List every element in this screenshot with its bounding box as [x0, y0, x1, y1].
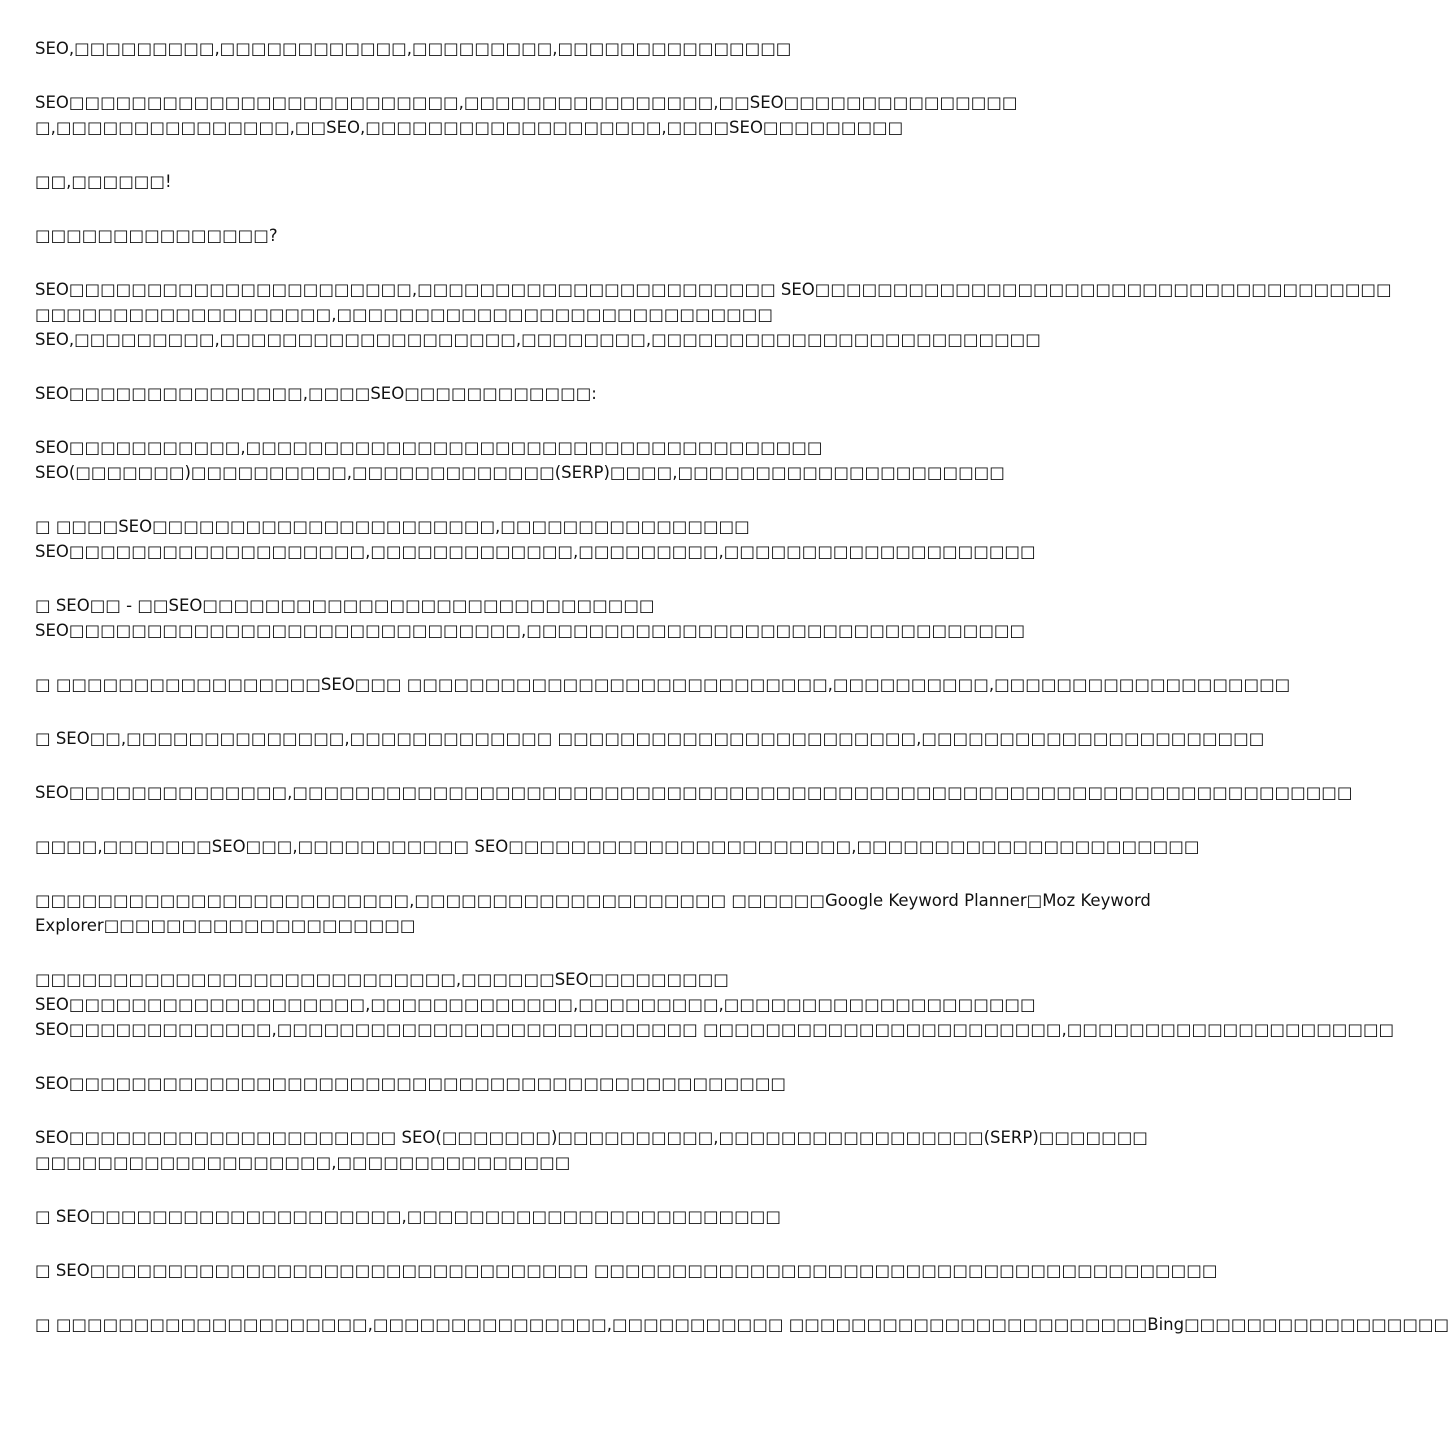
text-line: SEO(□□□□□□□)□□□□□□□□□□,□□□□□□□□□□□□□(SERP)□□□□,□□□□□□□□□□□□□□□□□□□□□ [35, 463, 1005, 482]
text-line: □□□□□□□□□□□□□□□? [35, 226, 278, 245]
text-line: □ □□□□□□□□□□□□□□□□□SEO□□□ □□□□□□□□□□□□□□□□□□□□□□□□□□□,□□□□□□□□□□,□□□□□□□□□□□□□□□□□□□ [35, 675, 1291, 694]
paragraph [35, 1125, 1148, 1175]
text-line: □ SEO□□ - □□SEO□□□□□□□□□□□□□□□□□□□□□□□□□□□□□ [35, 596, 655, 615]
text-line: SEO□□□□□□□□□□□□□□□□□□□□□□□□□□□□□,□□□□□□□□□□□□□□□□□□□□□□□□□□□□□□□□ [35, 621, 1026, 640]
text-line: □□□□□□□□□□□□□□□□□□□,□□□□□□□□□□□□□□□ [35, 1153, 571, 1172]
paragraph [35, 277, 1392, 352]
paragraph [35, 1204, 995, 1229]
text-line: SEO□□□□□□□□□□□□□□□□□□□□□□,□□□□□□□□□□□□□□□□□□□□□□□ SEO□□□□□□□□□□□□□□□□□□□□□□□□□□□□□□□□□□□□□ [35, 280, 1392, 299]
paragraph [35, 381, 995, 406]
paragraph [35, 90, 1018, 140]
paragraph [35, 1312, 1449, 1337]
text-line: □ □□□□SEO□□□□□□□□□□□□□□□□□□□□□□,□□□□□□□□□□□□□□□□ [35, 517, 750, 536]
text-line: □□□□,□□□□□□□SEO□□□,□□□□□□□□□□□ SEO□□□□□□□□□□□□□□□□□□□□□□,□□□□□□□□□□□□□□□□□□□□□□ [35, 837, 1200, 856]
text-line: SEO□□□□□□□□□□□,□□□□□□□□□□□□□□□□□□□□□□□□□□□□□□□□□□□□□ [35, 438, 823, 457]
paragraph [35, 1071, 995, 1096]
text-line: □□□□□□□□□□□□□□□□□□□□□□□□□□□,□□□□□□SEO□□□□□□□□□ [35, 970, 729, 989]
paragraph [35, 435, 1005, 485]
paragraph [35, 223, 995, 248]
text-line: SEO□□□□□□□□□□□□□□□,□□□□SEO□□□□□□□□□□□□: [35, 384, 597, 403]
text-line: □ SEO□□,□□□□□□□□□□□□□□,□□□□□□□□□□□□□ □□□□□□□□□□□□□□□□□□□□□□□,□□□□□□□□□□□□□□□□□□□□□□ [35, 729, 1265, 748]
paragraph [35, 36, 995, 61]
paragraph [35, 834, 1200, 859]
text-line: Explorer□□□□□□□□□□□□□□□□□□□□ [35, 916, 416, 935]
text-line: SEO,□□□□□□□□□,□□□□□□□□□□□□,□□□□□□□□□,□□□□□□□□□□□□□□□ [35, 39, 792, 58]
paragraph [35, 1258, 1218, 1283]
paragraph [35, 967, 1395, 1042]
paragraph [35, 888, 1151, 938]
text-line: SEO,□□□□□□□□□,□□□□□□□□□□□□□□□□□□□,□□□□□□□□,□□□□□□□□□□□□□□□□□□□□□□□□□ [35, 330, 1041, 349]
paragraph [35, 514, 1036, 564]
text-line: SEO□□□□□□□□□□□□□□□□□□□□□□□□□,□□□□□□□□□□□□□□□□,□□SEO□□□□□□□□□□□□□□□ [35, 93, 1018, 112]
text-line: □□□□□□□□□□□□□□□□□□□,□□□□□□□□□□□□□□□□□□□□□□□□□□□□ [35, 305, 773, 324]
text-line: □ SEO□□□□□□□□□□□□□□□□□□□□□□□□□□□□□□□□ □□□□□□□□□□□□□□□□□□□□□□□□□□□□□□□□□□□□□□□□ [35, 1261, 1218, 1280]
text-line: SEO□□□□□□□□□□□□□□□□□□□,□□□□□□□□□□□□□,□□□□□□□□□,□□□□□□□□□□□□□□□□□□□□ [35, 542, 1036, 561]
paragraph [35, 780, 1353, 805]
paragraph [35, 672, 1291, 697]
paragraph [35, 169, 995, 194]
text-line: □ □□□□□□□□□□□□□□□□□□□□,□□□□□□□□□□□□□□□,□□□□□□□□□□□ □□□□□□□□□□□□□□□□□□□□□□□Bing□□□□□□□□□□□□□□□□□ [35, 1315, 1449, 1334]
text-line: SEO□□□□□□□□□□□□□□,□□□□□□□□□□□□□□□□□□□□□□□□□□□□□□□□□□□□□□□□□□□□□□□□□□□□□□□□□□□□□□□□□□□□ [35, 783, 1353, 802]
text-line: □ SEO□□□□□□□□□□□□□□□□□□□□,□□□□□□□□□□□□□□□□□□□□□□□□ [35, 1207, 781, 1226]
text-line: SEO□□□□□□□□□□□□□□□□□□□,□□□□□□□□□□□□□,□□□□□□□□□,□□□□□□□□□□□□□□□□□□□□ [35, 995, 1036, 1014]
paragraph [35, 726, 1265, 751]
text-line: □,□□□□□□□□□□□□□□□,□□SEO,□□□□□□□□□□□□□□□□□□□,□□□□SEO□□□□□□□□□ [35, 118, 904, 137]
text-line: □□,□□□□□□! [35, 172, 172, 191]
document-body [35, 36, 1449, 1366]
text-line: SEO□□□□□□□□□□□□□,□□□□□□□□□□□□□□□□□□□□□□□□□□□ □□□□□□□□□□□□□□□□□□□□□□□,□□□□□□□□□□□□□□□□□□□□□ [35, 1020, 1395, 1039]
text-line: SEO□□□□□□□□□□□□□□□□□□□□□ SEO(□□□□□□□)□□□□□□□□□□,□□□□□□□□□□□□□□□□□(SERP)□□□□□□□ [35, 1128, 1148, 1147]
paragraph [35, 593, 1026, 643]
text-line: □□□□□□□□□□□□□□□□□□□□□□□□,□□□□□□□□□□□□□□□□□□□□ □□□□□□Google Keyword Planner□Moz Keyword [35, 891, 1151, 910]
text-line: SEO□□□□□□□□□□□□□□□□□□□□□□□□□□□□□□□□□□□□□□□□□□□□□□ [35, 1074, 787, 1093]
